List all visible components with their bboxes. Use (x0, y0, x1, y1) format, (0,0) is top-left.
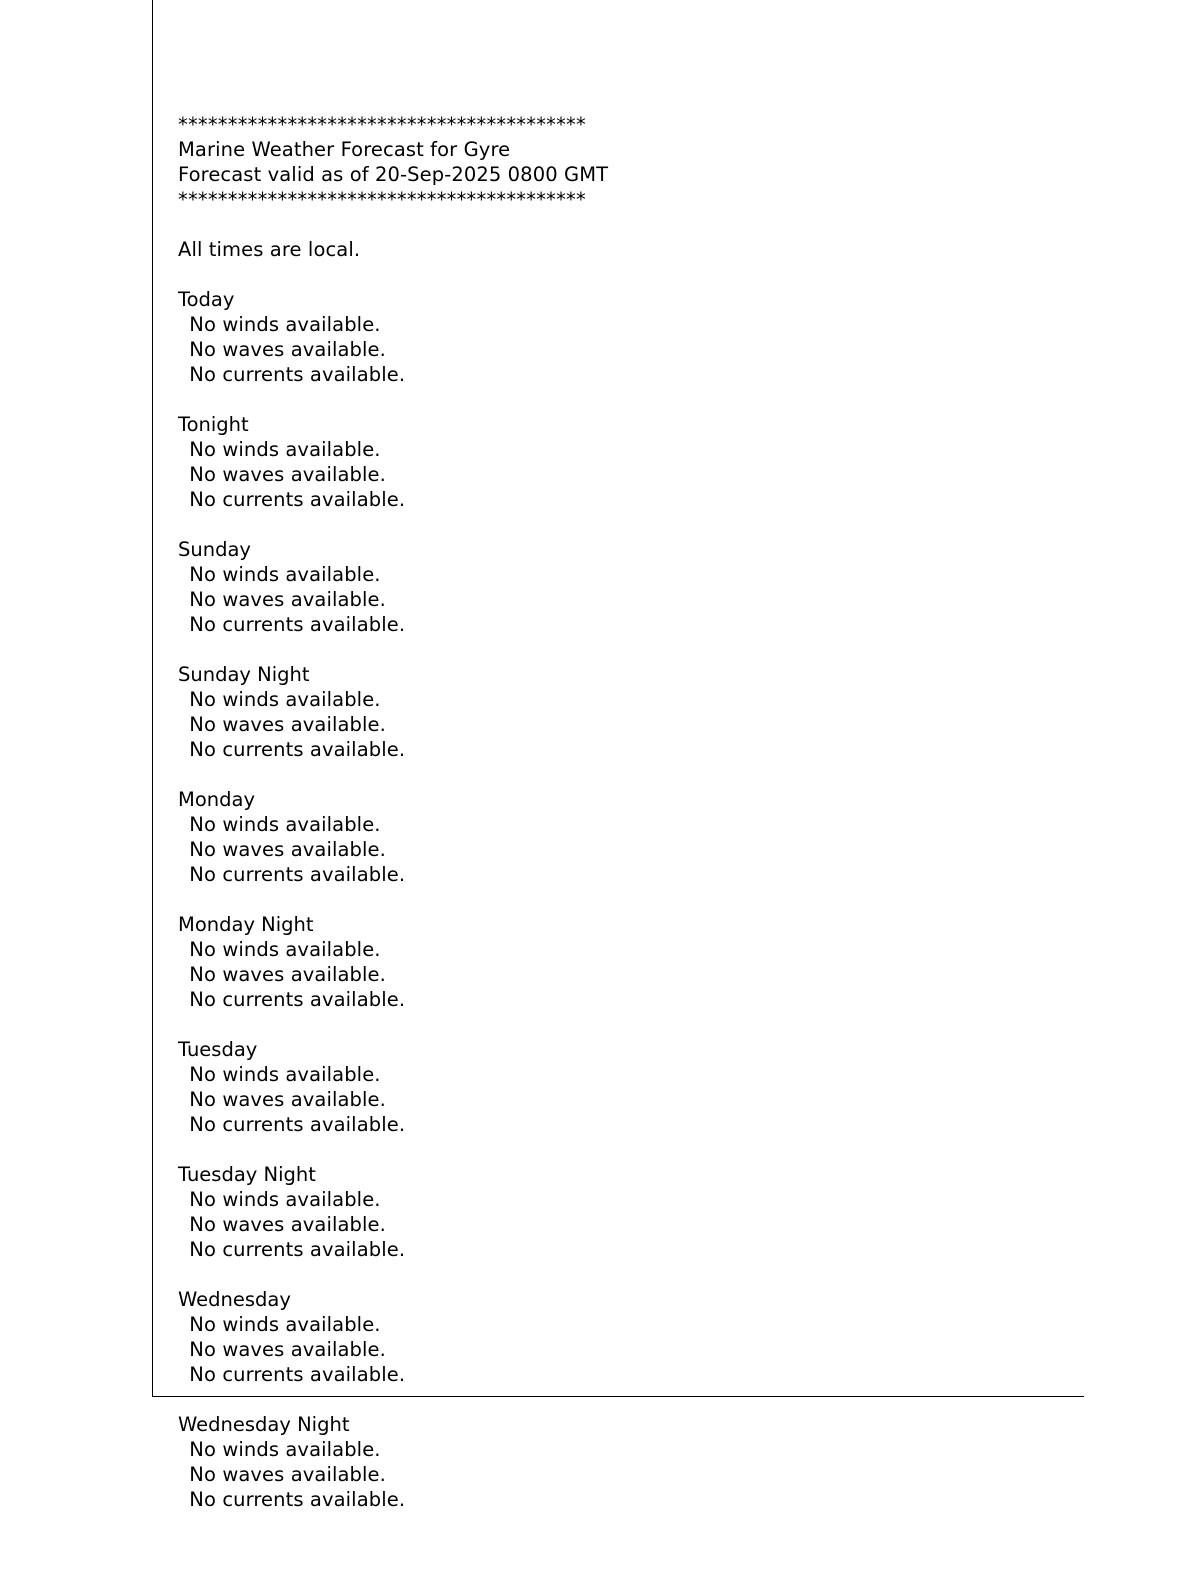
period-name: Wednesday (178, 1288, 291, 1311)
forecast-period (178, 787, 1078, 887)
forecast-period (178, 1287, 1078, 1387)
period-waves: No waves available. (183, 1088, 386, 1111)
times-note: All times are local. (178, 238, 361, 261)
period-winds: No winds available. (183, 313, 381, 336)
period-waves: No waves available. (183, 1463, 386, 1486)
spacer (178, 887, 1078, 912)
period-currents: No currents available. (183, 988, 406, 1011)
forecast-body (178, 112, 1078, 1387)
spacer (178, 1137, 1078, 1162)
period-currents: No currents available. (183, 1488, 406, 1511)
period-currents: No currents available. (183, 1113, 406, 1136)
period-name: Sunday Night (178, 663, 310, 686)
period-winds: No winds available. (183, 813, 381, 836)
spacer (178, 1262, 1078, 1287)
forecast-period (178, 1162, 1078, 1262)
period-name: Sunday (178, 538, 251, 561)
period-currents: No currents available. (183, 488, 406, 511)
forecast-period (178, 912, 1078, 1012)
header-rule-top: ***************************************** (178, 113, 586, 136)
period-winds: No winds available. (183, 438, 381, 461)
forecast-validity: Forecast valid as of 20-Sep-2025 0800 GMT (178, 163, 609, 186)
forecast-period (178, 1412, 1078, 1512)
spacer (178, 512, 1078, 537)
forecast-period (178, 412, 1078, 512)
spacer (178, 262, 1078, 287)
period-waves: No waves available. (183, 713, 386, 736)
period-waves: No waves available. (183, 1338, 386, 1361)
spacer (178, 387, 1078, 412)
period-name: Tonight (178, 413, 249, 436)
period-winds: No winds available. (183, 938, 381, 961)
period-winds: No winds available. (183, 688, 381, 711)
period-winds: No winds available. (183, 1188, 381, 1211)
forecast-period (178, 1037, 1078, 1137)
period-currents: No currents available. (183, 863, 406, 886)
spacer (178, 1012, 1078, 1037)
period-name: Monday (178, 788, 255, 811)
period-currents: No currents available. (183, 613, 406, 636)
period-name: Today (178, 288, 235, 311)
forecast-period (178, 537, 1078, 637)
period-currents: No currents available. (183, 1238, 406, 1261)
spacer (178, 637, 1078, 662)
period-name: Wednesday Night (178, 1413, 350, 1436)
forecast-period (178, 662, 1078, 762)
period-currents: No currents available. (183, 1363, 406, 1386)
period-waves: No waves available. (183, 588, 386, 611)
period-winds: No winds available. (183, 1438, 381, 1461)
page-title: Marine Weather Forecast for Gyre (178, 138, 511, 161)
header-rule-bottom: ***************************************** (178, 188, 586, 211)
period-waves: No waves available. (183, 1213, 386, 1236)
spacer (178, 212, 1078, 237)
period-waves: No waves available. (183, 463, 386, 486)
forecast-overflow (178, 1412, 1078, 1512)
period-winds: No winds available. (183, 563, 381, 586)
period-currents: No currents available. (183, 738, 406, 761)
period-waves: No waves available. (183, 963, 386, 986)
period-name: Tuesday Night (178, 1163, 316, 1186)
period-winds: No winds available. (183, 1313, 381, 1336)
spacer (178, 762, 1078, 787)
period-winds: No winds available. (183, 1063, 381, 1086)
period-currents: No currents available. (183, 363, 406, 386)
period-waves: No waves available. (183, 338, 386, 361)
period-name: Monday Night (178, 913, 314, 936)
forecast-period (178, 287, 1078, 387)
period-waves: No waves available. (183, 838, 386, 861)
period-name: Tuesday (178, 1038, 258, 1061)
